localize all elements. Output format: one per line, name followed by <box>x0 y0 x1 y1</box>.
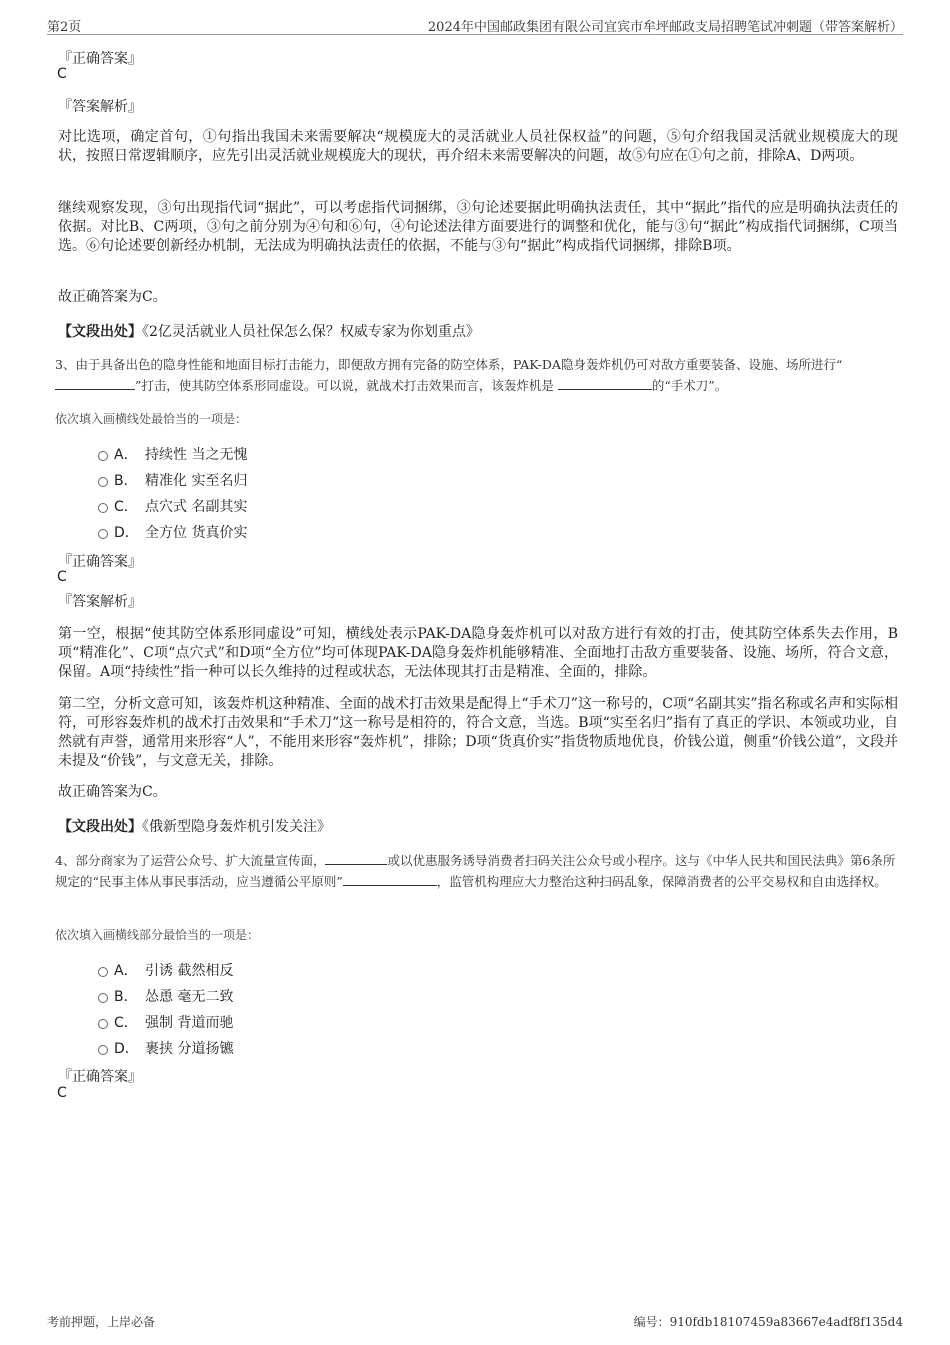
option-text: 点穴式 名副其实 <box>145 499 248 515</box>
analysis-conclusion: 故正确答案为C。 <box>58 289 167 305</box>
question-text: 4、部分商家为了运营公众号、扩大流量宣传面， <box>55 853 326 868</box>
radio-icon[interactable] <box>98 503 108 513</box>
radio-icon[interactable] <box>98 967 108 977</box>
correct-answer-label: 『正确答案』 <box>58 554 142 570</box>
correct-answer-value: C <box>57 66 67 82</box>
option-letter: C． <box>114 499 138 515</box>
option-text: 怂恿 毫无二致 <box>145 989 234 1005</box>
radio-icon[interactable] <box>98 1045 108 1055</box>
fill-blank <box>55 377 135 390</box>
question-text: 或以优惠服务诱导消费者扫码关注公众号或小程序。这与《中华人民共和国民法典》第6条所规定的“民事主体从事民事活动，应当遵循公平原则” <box>55 853 896 889</box>
page-header <box>47 14 903 35</box>
option-letter: A． <box>114 963 138 979</box>
source-tag: 【文段出处】 <box>58 324 142 340</box>
question-text: ，监管机构理应大力整治这种扫码乱象，保障消费者的公平交易权和自由选择权。 <box>436 874 887 889</box>
correct-answer-label: 『正确答案』 <box>58 51 142 67</box>
analysis-label: 『答案解析』 <box>58 594 142 610</box>
analysis-label: 『答案解析』 <box>58 99 142 115</box>
radio-icon[interactable] <box>98 451 108 461</box>
footer-slogan: 考前押题，上岸必备 <box>47 1315 156 1329</box>
option-text: 引诱 截然相反 <box>145 963 234 979</box>
source-citation <box>58 816 331 836</box>
option-text: 裹挟 分道扬镳 <box>145 1041 234 1057</box>
option-text: 持续性 当之无愧 <box>145 447 248 463</box>
fill-blank <box>343 873 437 886</box>
analysis-paragraph: 第二空，分析文意可知，该轰炸机这种精准、全面的战术打击效果是配得上“手术刀”这一称号的，C项“名副其实”指名称或名声和实际相符，可形容轰炸机的战术打击效果和“手术刀”这一称号是相符的，符合文意，当选。B项“实至名归”指有了真正的学识、本领或功业，自然就有声誉，通常用来形容“人”，不能用来形容“轰炸机”，排除；D项“货真价实”指货物质地优良，价钱公道，侧重“价钱公道”，文段并未提及“价钱”，与文意无关，排除。 <box>58 696 898 769</box>
analysis-conclusion: 故正确答案为C。 <box>58 784 167 800</box>
correct-answer-value: C <box>57 1085 67 1101</box>
option-letter: D． <box>114 1041 139 1057</box>
radio-icon[interactable] <box>98 993 108 1003</box>
question-text: 的“手术刀”。 <box>651 378 728 393</box>
option-text: 强制 背道而驰 <box>145 1015 234 1031</box>
fill-blank <box>558 377 652 390</box>
correct-answer-value: C <box>57 569 67 585</box>
radio-icon[interactable] <box>98 477 108 487</box>
correct-answer-label: 『正确答案』 <box>58 1069 142 1085</box>
source-title: 《2亿灵活就业人员社保怎么保？权威专家为你划重点》 <box>142 324 480 340</box>
source-citation <box>58 321 480 341</box>
question-stem <box>55 354 905 396</box>
option-letter: D． <box>114 525 139 541</box>
analysis-paragraph: 对比选项，确定首句，①句指出我国未来需要解决“规模庞大的灵活就业人员社保权益”的问题，⑤句介绍我国灵活就业规模庞大的现状，按照日常逻辑顺序，应先引出灵活就业规模庞大的现状，再介绍未来需要解决的问题，故⑤句应在①句之前，排除A、D两项。 <box>58 129 898 164</box>
document-title: 2024年中国邮政集团有限公司宜宾市牟坪邮政支局招聘笔试冲刺题（带答案解析） <box>427 20 903 35</box>
question-text: 3、由于具备出色的隐身性能和地面目标打击能力，即便敌方拥有完备的防空体系，PAK-DA隐身轰炸机仍可对敌方重要装备、设施、场所进行“ <box>55 357 843 372</box>
option-letter: B． <box>114 989 138 1005</box>
question-text: ”打击，使其防空体系形同虚设。可以说，就战术打击效果而言，该轰炸机是 <box>135 378 554 393</box>
page-number: 第2页 <box>47 20 82 35</box>
source-title: 《俄新型隐身轰炸机引发关注》 <box>142 819 331 835</box>
option-letter: C． <box>114 1015 138 1031</box>
option-letter: A． <box>114 447 138 463</box>
question-prompt: 依次填入画横线部分最恰当的一项是： <box>55 928 260 942</box>
document-id: 编号：910fdb18107459a83667e4adf8f135d4 <box>633 1315 903 1329</box>
option-text: 精准化 实至名归 <box>145 473 248 489</box>
question-prompt: 依次填入画横线处最恰当的一项是： <box>55 412 248 426</box>
source-tag: 【文段出处】 <box>58 819 142 835</box>
fill-blank <box>325 852 387 865</box>
option-letter: B． <box>114 473 138 489</box>
page-footer <box>47 1313 903 1331</box>
radio-icon[interactable] <box>98 1019 108 1029</box>
analysis-paragraph: 第一空，根据“使其防空体系形同虚设”可知，横线处表示PAK-DA隐身轰炸机可以对敌方进行有效的打击，使其防空体系失去作用，B项“精准化”、C项“点穴式”和D项“全方位”均可体现PAK-DA隐身轰炸机能够精准、全面地打击敌方重要装备、设施、场所，符合文意，保留。A项“持续性”指一种可以长久维持的过程或状态，无法体现其打击是精准、全面的，排除。 <box>58 626 898 680</box>
question-stem <box>55 850 905 892</box>
analysis-paragraph: 继续观察发现，③句出现指代词“据此”，可以考虑指代词捆绑，③句论述要据此明确执法责任，其中“据此”指代的应是明确执法责任的依据。对比B、C两项，③句之前分别为④句和⑥句，④句论述法律方面要进行的调整和优化，能与③句“据此”构成指代词捆绑，C项当选。⑥句论述要创新经办机制，无法成为明确执法责任的依据，不能与③句“据此”构成指代词捆绑，排除B项。 <box>58 200 898 254</box>
option-text: 全方位 货真价实 <box>145 525 248 541</box>
radio-icon[interactable] <box>98 529 108 539</box>
